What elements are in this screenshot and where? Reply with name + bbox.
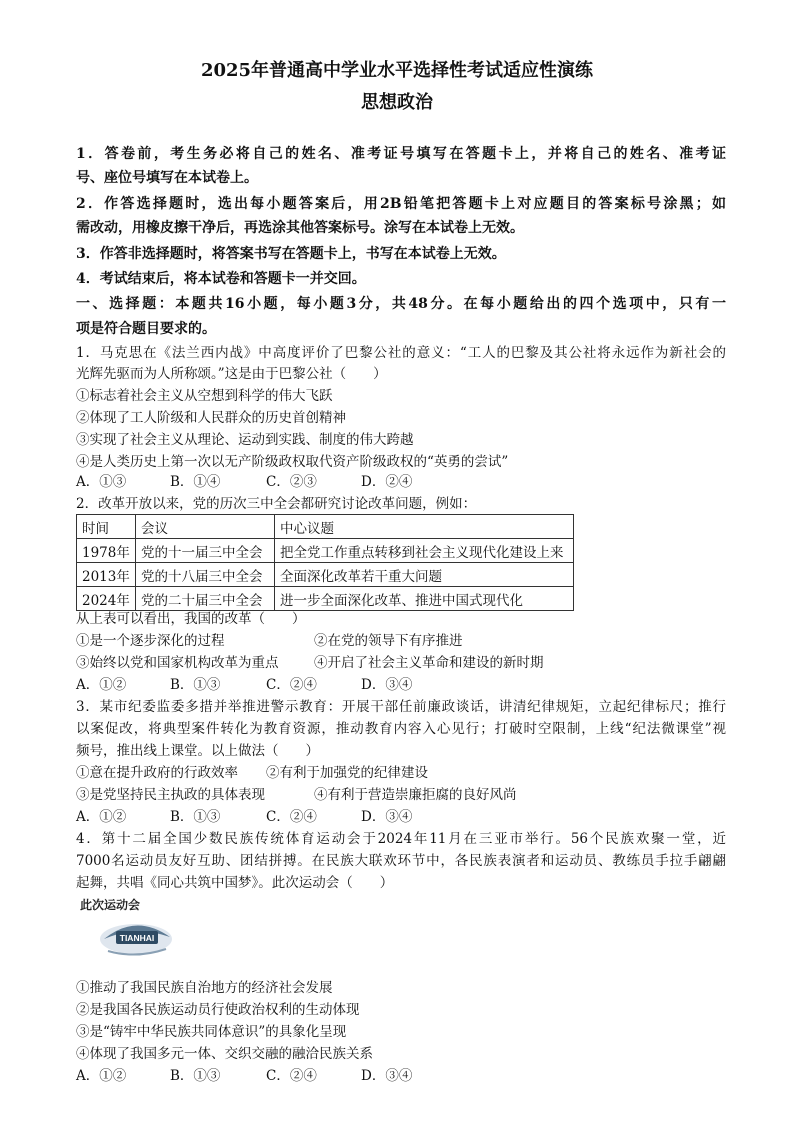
q1-choice-c: C．②③ [266,474,317,490]
q3-item-4: ④有利于营造崇廉拒腐的良好风尚 [314,787,517,803]
q2-item-4: ④开启了社会主义革命和建设的新时期 [314,655,544,671]
q3-stem-1: 3．某市纪委监委多措并举推进警示教育：开展干部任前廉政谈话，讲清纪律规矩，立起纪律标尺；推行 [76,699,726,715]
q4-item-3: ③是“铸牢中华民族共同体意识”的具象化呈现 [76,1024,347,1040]
instruction-3: 3．作答非选择题时，将答案书写在答题卡上，书写在本试卷上无效。 [76,246,506,262]
q2-choice-a: A．①② [76,677,127,693]
q3-choice-c: C．②④ [266,809,317,825]
table-cell: 1978年 [77,539,136,563]
logo-caption: 此次运动会 [80,898,141,912]
q1-item-4: ④是人类历史上第一次以无产阶级政权取代资产阶级政权的“英勇的尝试” [76,454,509,470]
table-header-row [77,515,574,539]
games-logo-image [76,893,188,963]
q1-choice-a: A．①③ [76,474,127,490]
q2-question: 从上表可以看出，我国的改革（ ） [76,611,306,627]
q4-item-4: ④体现了我国多元一体、交织交融的融洽民族关系 [76,1046,373,1062]
q4-item-1: ①推动了我国民族自治地方的经济社会发展 [76,980,333,996]
q4-choice-d: D．③④ [361,1068,413,1084]
q2-choice-c: C．②④ [266,677,317,693]
table-cell: 党的二十届三中全会 [136,587,275,611]
q2-stem: 2．改革开放以来，党的历次三中全会都研究讨论改革问题，例如： [76,496,477,512]
section-heading-1: 一、选择题：本题共16小题，每小题3分，共48分。在每小题给出的四个选项中，只有一 [76,296,726,312]
instruction-2a: 2．作答选择题时，选出每小题答案后，用2B铅笔把答题卡上对应题目的答案标号涂黑；如 [76,196,726,212]
instruction-4: 4．考试结束后，将本试卷和答题卡一并交回。 [76,271,366,287]
q4-choice-a: A．①② [76,1068,127,1084]
subject-title: 思想政治 [361,92,433,113]
instruction-1b: 号、座位号填写在本试卷上。 [76,170,258,186]
q4-stem-3: 起舞，共唱《同心共筑中国梦》。此次运动会（ ） [76,875,394,891]
q3-item-2: ②有利于加强党的纪律建设 [266,765,428,781]
q2-item-2: ②在党的领导下有序推进 [314,633,463,649]
q1-choice-b: B．①④ [170,474,221,490]
table-row [77,539,574,563]
q1-item-2: ②体现了工人阶级和人民群众的历史首创精神 [76,410,346,426]
q2-choice-b: B．①③ [170,677,221,693]
q3-stem-3: 频号，推出线上课堂。以上做法（ ） [76,743,319,759]
q4-item-2: ②是我国各民族运动员行使政治权利的生动体现 [76,1002,360,1018]
q3-item-3: ③是党坚持民主执政的具体表现 [76,787,265,803]
q4-choice-b: B．①③ [170,1068,221,1084]
q4-stem-1: 4．第十二届全国少数民族传统体育运动会于2024年11月在三亚市举行。56个民族欢聚一堂，近 [76,831,726,847]
q3-choice-b: B．①③ [170,809,221,825]
q1-item-3: ③实现了社会主义从理论、运动到实践、制度的伟大跨越 [76,432,414,448]
q2-choice-d: D．③④ [361,677,413,693]
q3-choice-d: D．③④ [361,809,413,825]
table-cell: 2013年 [77,563,136,587]
q3-item-1: ①意在提升政府的行政效率 [76,765,238,781]
q4-stem-2: 7000名运动员友好互助、团结拼搏。在民族大联欢环节中，各民族表演者和运动员、教练员手拉手翩翩 [76,853,726,869]
reform-table [76,514,574,611]
q1-choice-d: D．②④ [361,474,413,490]
exam-title: 2025年普通高中学业水平选择性考试适应性演练 [200,60,594,81]
instruction-2b: 需改动，用橡皮擦干净后，再选涂其他答案标号。涂写在本试卷上无效。 [76,220,524,236]
table-cell: 进一步全面深化改革、推进中国式现代化 [275,587,574,611]
table-cell: 党的十一届三中全会 [136,539,275,563]
q1-stem-2: 光辉先驱而为人所称颂。”这是由于巴黎公社（ ） [76,366,387,382]
q3-stem-2: 以案促改，将典型案件转化为教育资源，推动教育内容入心见行；打破时空限制，上线“纪法微课堂”视 [76,721,726,737]
table-cell: 党的十八届三中全会 [136,563,275,587]
instruction-1a: 1．答卷前，考生务必将自己的姓名、准考证号填写在答题卡上，并将自己的姓名、准考证 [76,146,726,162]
logo-wordmark: TIANHAI [119,933,155,943]
q4-choice-c: C．②④ [266,1068,317,1084]
q2-item-1: ①是一个逐步深化的过程 [76,633,225,649]
table-header-topic: 中心议题 [275,515,574,539]
section-heading-2: 项是符合题目要求的。 [76,321,216,337]
table-cell: 2024年 [77,587,136,611]
table-cell: 把全党工作重点转移到社会主义现代化建设上来 [275,539,574,563]
table-row [77,563,574,587]
q2-item-3: ③始终以党和国家机构改革为重点 [76,655,279,671]
q1-item-1: ①标志着社会主义从空想到科学的伟大飞跃 [76,388,333,404]
table-header-meeting: 会议 [136,515,275,539]
table-header-time: 时间 [77,515,136,539]
q3-choice-a: A．①② [76,809,127,825]
q1-stem-1: 1．马克思在《法兰西内战》中高度评价了巴黎公社的意义：“工人的巴黎及其公社将永远作为新社会的 [76,345,726,361]
table-cell: 全面深化改革若干重大问题 [275,563,574,587]
